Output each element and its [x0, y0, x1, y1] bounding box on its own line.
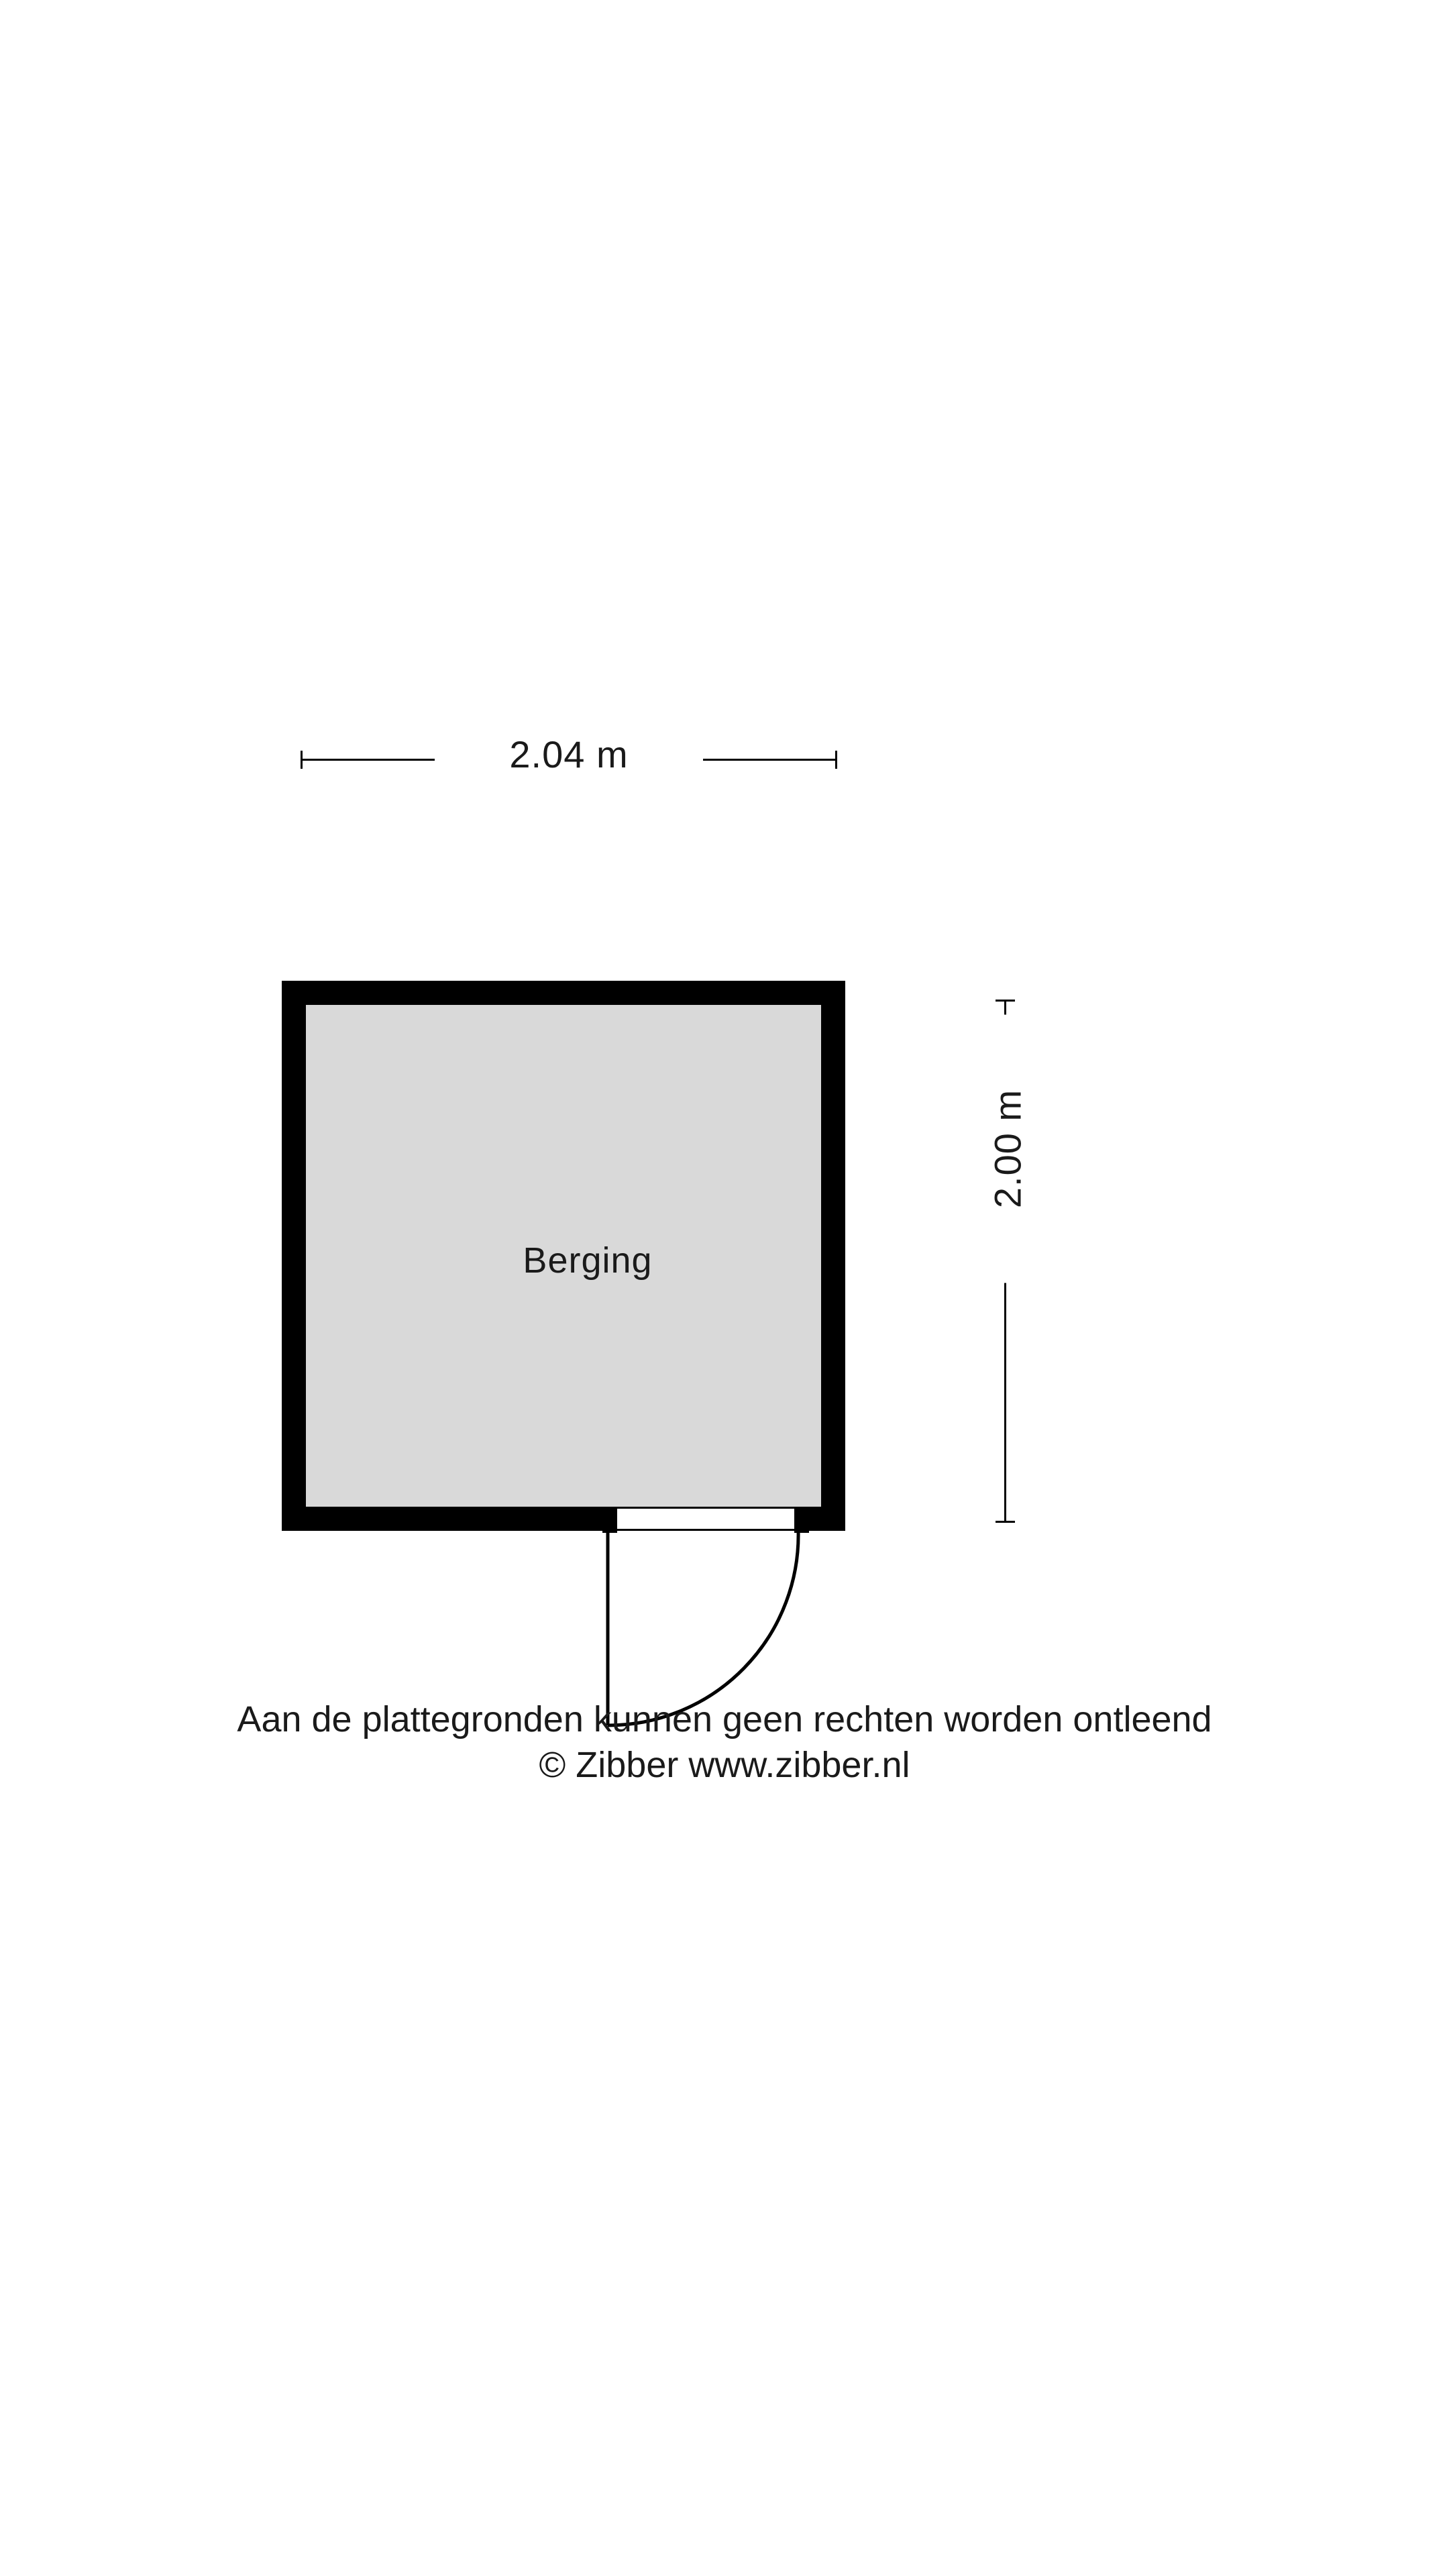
- width-dimension: [301, 733, 837, 775]
- height-dimension-label: 2.00 m: [986, 1015, 1030, 1283]
- door-jamb-left: [602, 1509, 617, 1533]
- footer: [0, 1697, 1449, 1788]
- width-dimension-tick-right: [835, 751, 837, 769]
- door-jamb-right: [794, 1509, 809, 1533]
- height-dimension: [986, 1000, 1029, 1523]
- footer-copyright: © Zibber www.zibber.nl: [539, 1744, 910, 1785]
- door-opening: [602, 1507, 809, 1531]
- height-dimension-tick-bottom: [996, 1521, 1015, 1523]
- room-berging: [282, 981, 845, 1531]
- room-interior-fill: [306, 1005, 821, 1507]
- room-label: Berging: [523, 1240, 653, 1281]
- footer-disclaimer: Aan de plattegronden kunnen geen rechten worden ontleend: [237, 1699, 1212, 1739]
- width-dimension-label: 2.04 m: [435, 733, 703, 776]
